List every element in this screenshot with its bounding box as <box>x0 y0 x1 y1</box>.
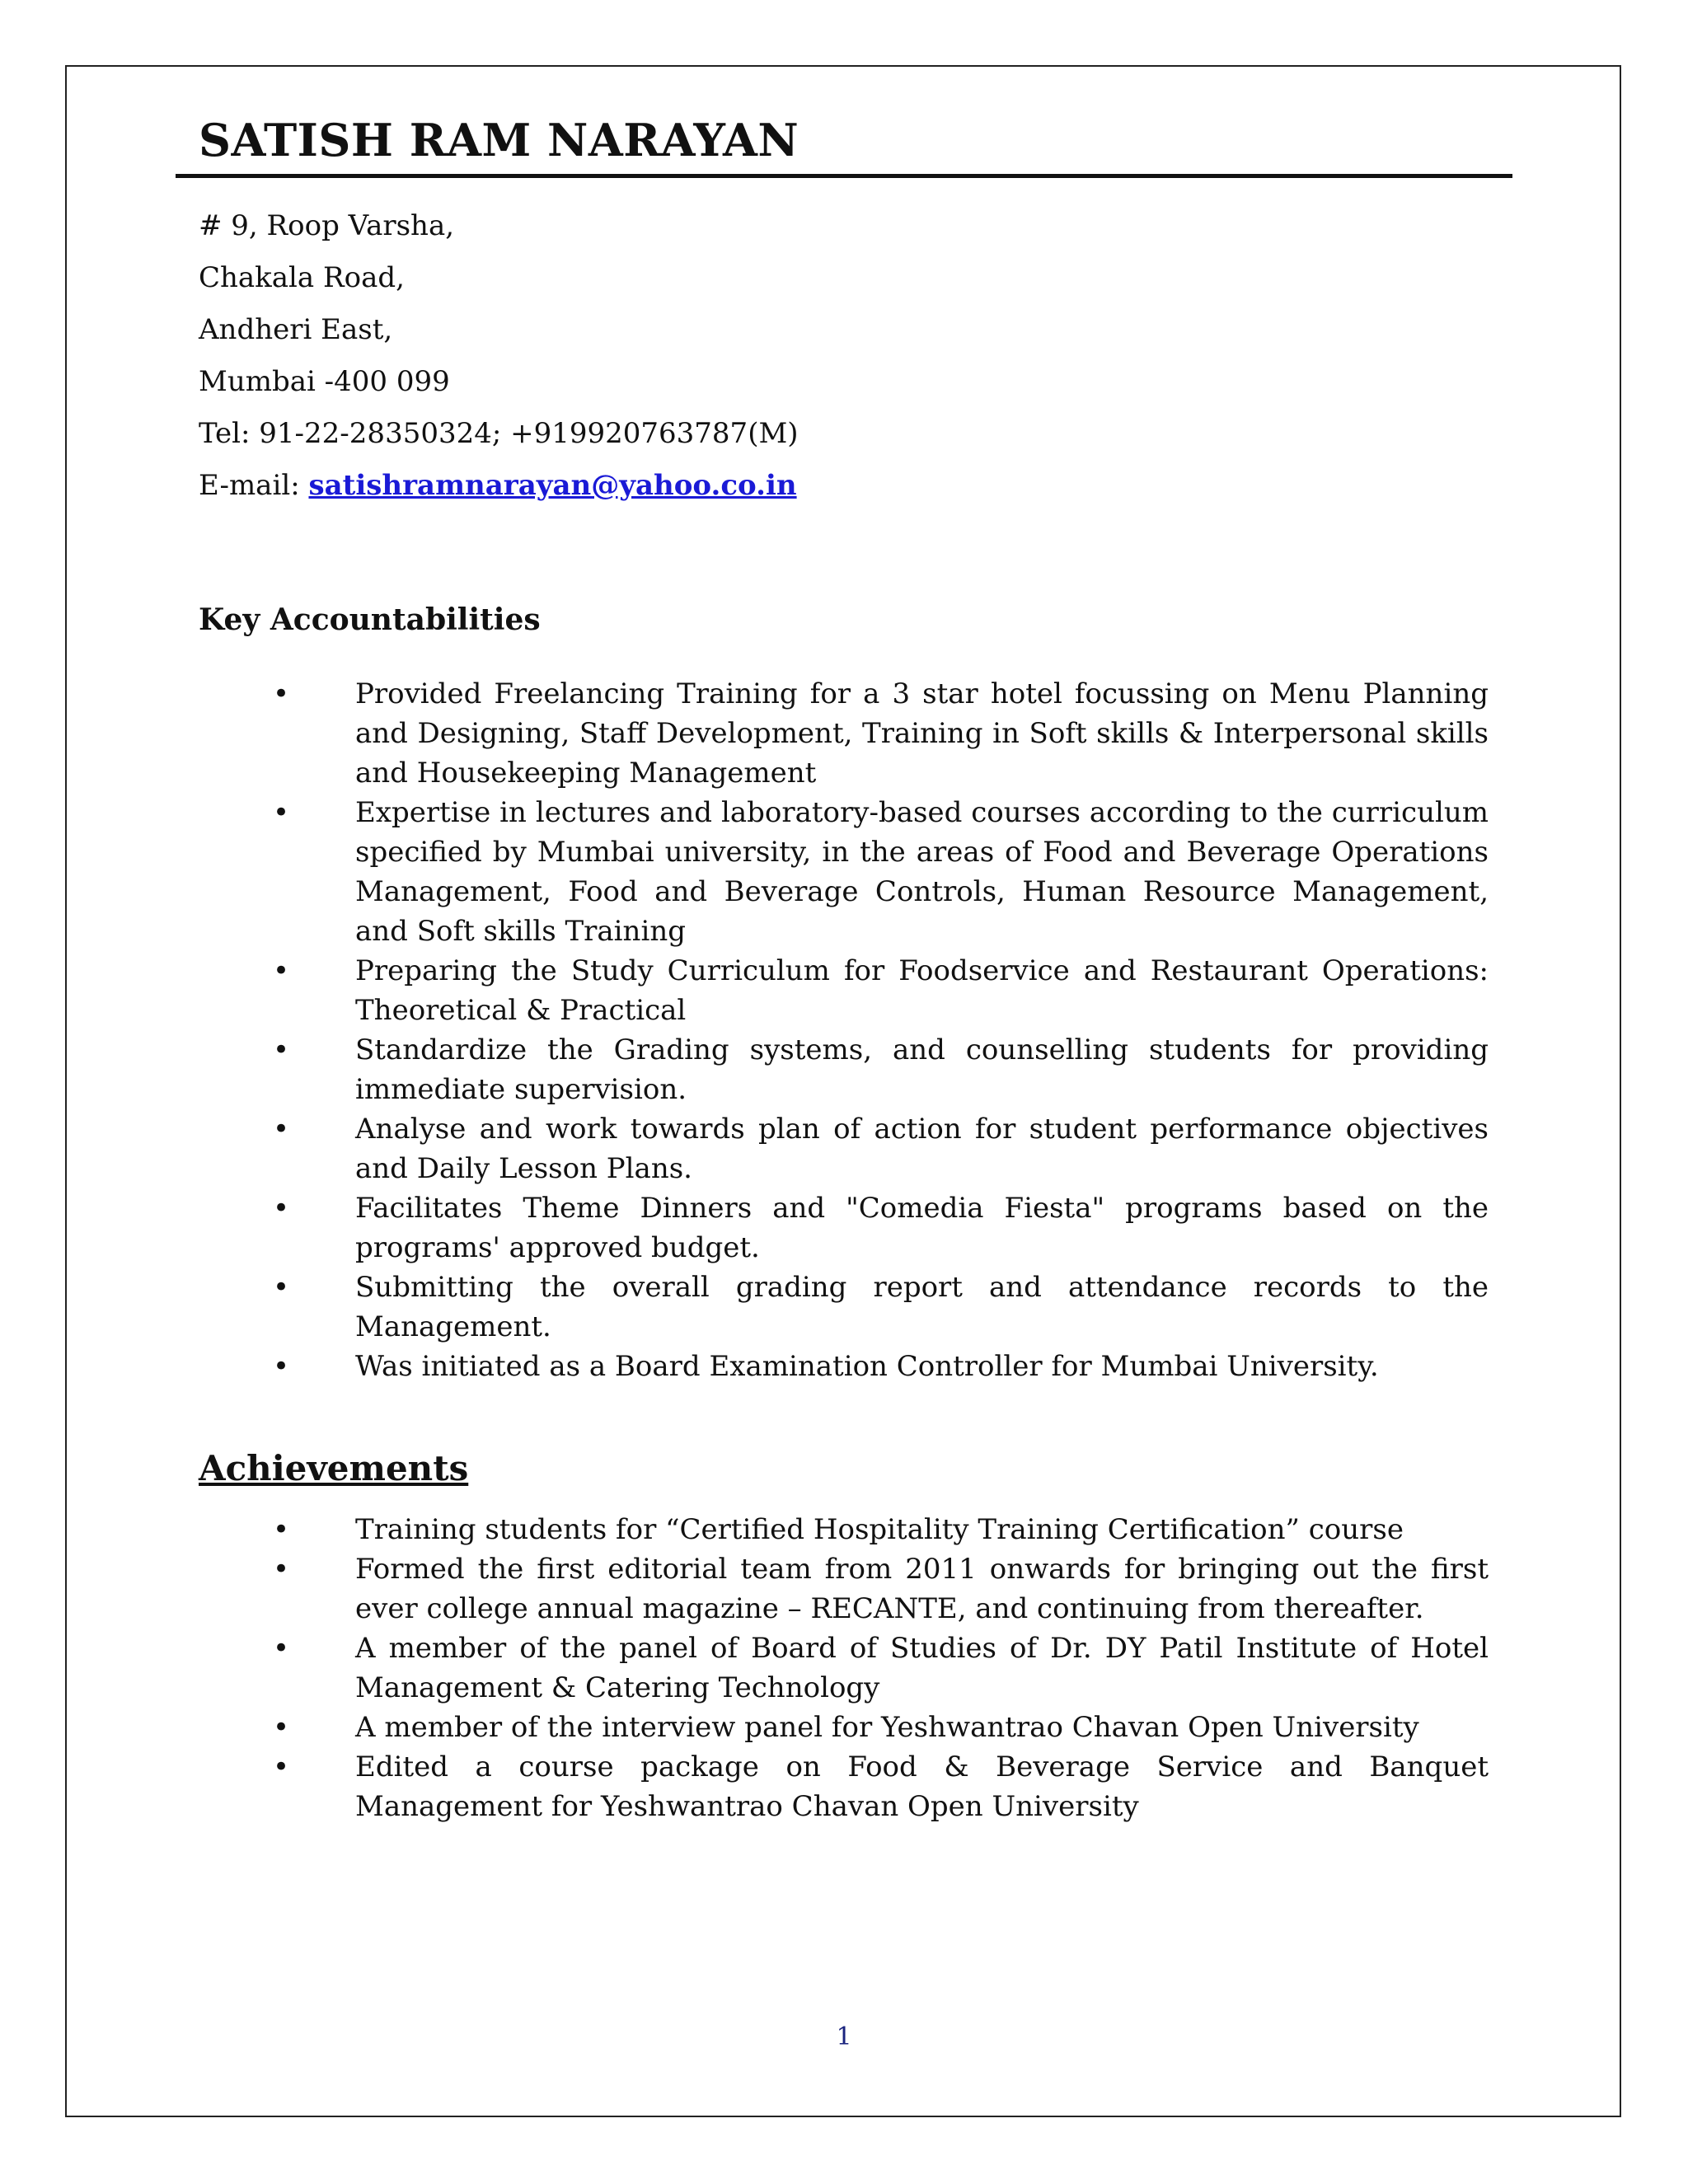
list-item: • Facilitates Theme Dinners and "Comedia Fiesta" programs based on the programs' approved budget. <box>269 1188 1489 1268</box>
list-item: • Submitting the overall grading report and attendance records to the Management. <box>269 1268 1489 1347</box>
email-line <box>199 466 797 505</box>
list-item: • Was initiated as a Board Examination Controller for Mumbai University. <box>269 1347 1489 1386</box>
key-accountabilities-heading: Key Accountabilities <box>199 602 541 637</box>
bullet-icon: • <box>272 1711 290 1744</box>
list-item: • Standardize the Grading systems, and counselling students for providing immediate supervision. <box>269 1030 1489 1109</box>
achievements-heading: Achievements <box>199 1448 469 1488</box>
list-item: • Analyse and work towards plan of action for student performance objectives and Daily Lesson Plans. <box>269 1109 1489 1188</box>
list-item: • Formed the first editorial team from 2011 onwards for bringing out the first ever college annual magazine – RECANTE, and continuing from thereafter. <box>269 1549 1489 1629</box>
bullet-icon: • <box>272 1192 290 1225</box>
address-line-2: Chakala Road, <box>199 261 405 294</box>
list-item: • Provided Freelancing Training for a 3 star hotel focussing on Menu Planning and Designing, Staff Development, Training in Soft skills & Interpersonal skills and Housekeeping Management <box>269 674 1489 793</box>
list-item: • Edited a course package on Food & Beverage Service and Banquet Management for Yeshwantrao Chavan Open University <box>269 1747 1489 1826</box>
bullet-icon: • <box>272 1271 290 1304</box>
bullet-icon: • <box>272 796 290 829</box>
name-underline-rule <box>176 174 1512 178</box>
bullet-icon: • <box>272 1750 290 1783</box>
address-line-4: Mumbai -400 099 <box>199 365 450 398</box>
list-item: • A member of the interview panel for Yeshwantrao Chavan Open University <box>269 1708 1489 1747</box>
bullet-icon: • <box>272 1350 290 1383</box>
list-item: • Preparing the Study Curriculum for Foodservice and Restaurant Operations: Theoretical & Practical <box>269 951 1489 1030</box>
bullet-icon: • <box>272 1632 290 1665</box>
bullet-icon: • <box>272 1113 290 1146</box>
address-line-3: Andheri East, <box>199 313 393 346</box>
achievements-list <box>269 1510 1489 1826</box>
bullet-icon: • <box>272 954 290 987</box>
key-accountabilities-list <box>269 674 1489 1386</box>
bullet-icon: • <box>272 1513 290 1546</box>
telephone: Tel: 91-22-28350324; +919920763787(M) <box>199 417 799 450</box>
email-label: E-mail: <box>199 469 309 502</box>
list-item: • A member of the panel of Board of Studies of Dr. DY Patil Institute of Hotel Management & Catering Technology <box>269 1629 1489 1708</box>
email-link[interactable]: satishramnarayan@yahoo.co.in <box>308 469 797 502</box>
address-line-1: # 9, Roop Varsha, <box>199 209 455 242</box>
bullet-icon: • <box>272 677 290 710</box>
bullet-icon: • <box>272 1553 290 1586</box>
list-item: • Expertise in lectures and laboratory-based courses according to the curriculum specified by Mumbai university, in the areas of Food and Beverage Operations Management, Food and Beverage Controls, Human Resource Management, and Soft skills Training <box>269 793 1489 951</box>
bullet-icon: • <box>272 1033 290 1066</box>
resume-name: SATISH RAM NARAYAN <box>199 114 799 166</box>
list-item: • Training students for “Certified Hospitality Training Certification” course <box>269 1510 1489 1549</box>
page-number: 1 <box>836 2022 852 2051</box>
